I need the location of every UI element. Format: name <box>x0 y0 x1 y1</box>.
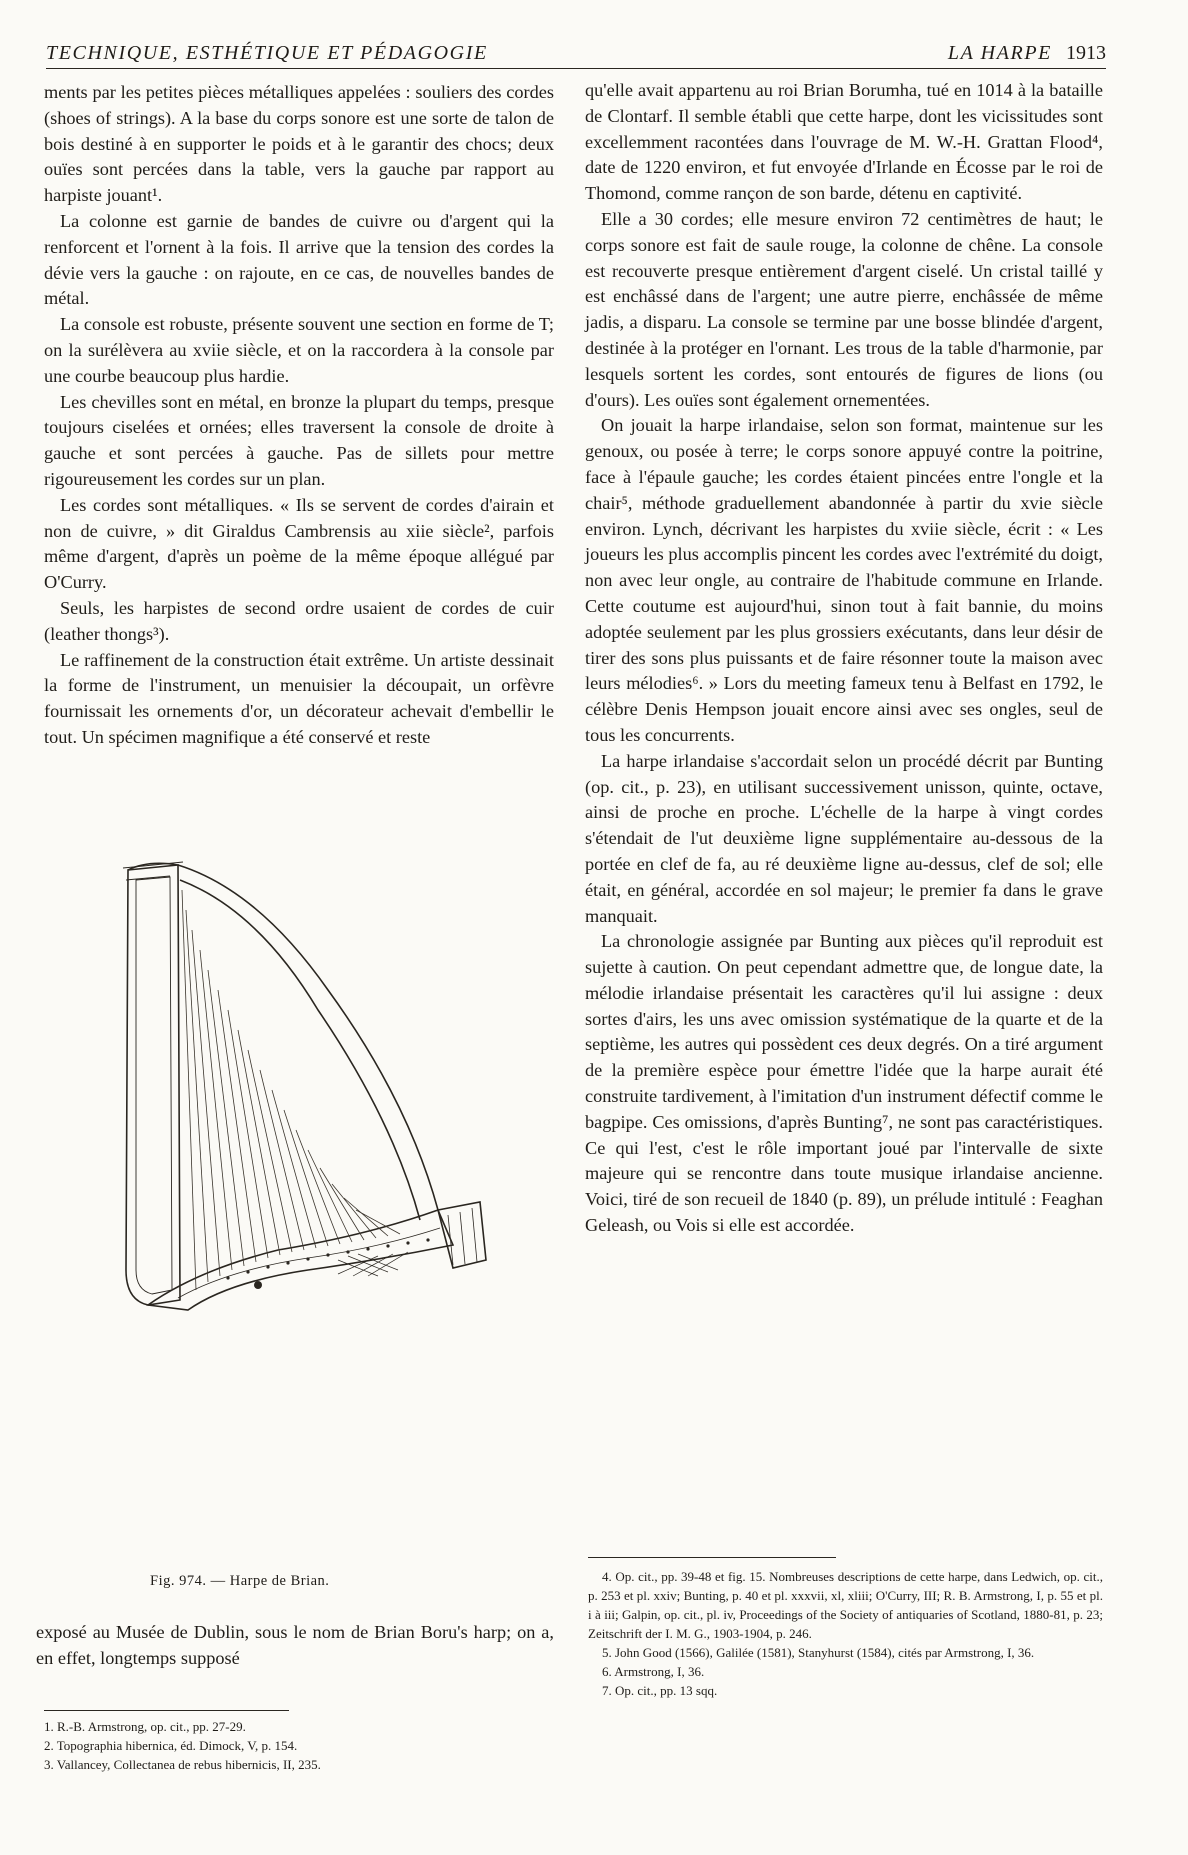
footnote: 1. R.-B. Armstrong, op. cit., pp. 27-29. <box>44 1719 246 1734</box>
footnotes-left <box>44 1717 554 1774</box>
paragraph: Les chevilles sont en métal, en bronze la plupart du temps, presque toujours ciselées et ornées; elles traversent la console de droite à gauche et sont percées à gauche. Pas de sillets pour mettre rigoureusement les cordes sur un plan. <box>44 391 554 489</box>
footnote: 6. Armstrong, I, 36. <box>602 1664 705 1679</box>
left-column-continuation <box>36 1620 554 1672</box>
paragraph: La chronologie assignée par Bunting aux pièces qu'il reproduit est sujette à caution. On peut cependant admettre que, de longue date, la mélodie irlandaise présentait les caractères qu'il lui assigne : deux sortes d'airs, les uns avec omission systématique de la quarte et de la septième, les autres qui possèdent ces deux degrés. On a tiré argument de la première espèce pour émettre l'idée que la harpe aurait été construite tardivement, à l'imitation d'un instrument défectif comme le bagpipe. Ces omissions, d'après Bunting⁷, ne sont pas caractéristiques. Ce qui l'est, c'est le rôle important joué par l'intervalle de sixte majeure qui se rencontre dans toute musique irlandaise ancienne. Voici, tiré de son recueil de 1840 (p. 89), un prélude intitulé : Feaghan Geleash, ou Vois si elle est accordée. <box>585 931 1103 1236</box>
running-header <box>46 36 1106 72</box>
paragraph: Les cordes sont métalliques. « Ils se servent de cordes d'airain et non de cuivre, » dit Giraldus Cambrensis au xiie siècle², parfois même d'argent, d'après un poème de la même époque allégué par O'Curry. <box>44 494 554 593</box>
paragraph: Seuls, les harpistes de second ordre usaient de cordes de cuir (leather thongs³). <box>44 597 554 644</box>
figure-caption: Fig. 974. — Harpe de Brian. <box>150 1573 330 1589</box>
footnote-rule <box>588 1557 836 1558</box>
left-column <box>44 80 554 751</box>
paragraph: exposé au Musée de Dublin, sous le nom de Brian Boru's harp; on a, en effet, longtemps supposé <box>36 1622 554 1668</box>
paragraph: La console est robuste, présente souvent une section en forme de T; on la surélèvera au xviie siècle, et on la raccordera à la console par une courbe beaucoup plus hardie. <box>44 314 554 386</box>
footnote: 7. Op. cit., pp. 13 sqq. <box>602 1683 718 1698</box>
footnotes-right <box>588 1567 1103 1700</box>
header-section-title: TECHNIQUE, ESTHÉTIQUE ET PÉDAGOGIE <box>46 42 488 64</box>
header-right <box>948 42 1106 65</box>
header-chapter-title: LA HARPE <box>947 42 1052 64</box>
paragraph: Elle a 30 cordes; elle mesure environ 72 centimètres de haut; le corps sonore est fait de saule rouge, la colonne de chêne. La console est recouverte presque entièrement d'argent ciselé. Un cristal taillé y est enchâssé dans de l'argent; une autre pierre, enchâssée de même jadis, a disparu. La console se termine par une bosse blindée d'argent, destinée à la protéger en l'ornant. Les trous de la table d'harmonie, par lesquels sortent les cordes, sont entourés de figures de lions (ou d'ours). Les ouïes sont également ornementées. <box>585 208 1103 410</box>
right-column <box>585 78 1103 1239</box>
paragraph: La colonne est garnie de bandes de cuivre ou d'argent qui la renforcent et l'ornent à la fois. Il arrive que la tension des cordes la dévie vers la gauche : on rajoute, en ce cas, de nouvelles bandes de métal. <box>44 210 554 309</box>
footnote: 3. Vallancey, Collectanea de rebus hibernicis, II, 235. <box>44 1757 321 1772</box>
harp-illustration <box>108 850 508 1320</box>
footnote: 5. John Good (1566), Galilée (1581), Stanyhurst (1584), cités par Armstrong, I, 36. <box>602 1645 1035 1660</box>
paragraph: ments par les petites pièces métalliques appelées : souliers des cordes (shoes of strings). A la base du corps sonore est une sorte de talon de bois destiné à en supporter le poids et à le garantir des chocs; deux ouïes sont percées dans la table, vers la gauche par rapport au harpiste jouant¹. <box>44 82 554 206</box>
paragraph: qu'elle avait appartenu au roi Brian Borumha, tué en 1014 à la bataille de Clontarf. Il semble établi que cette harpe, dont les vicissitudes sont excellemment racontées dans l'ouvrage de M. W.-H. Grattan Flood⁴, date de 1220 environ, et fut envoyée d'Irlande en Écosse par le roi de Thomond, comme rançon de son barde, détenu en captivité. <box>585 80 1103 204</box>
page-number: 1913 <box>1066 42 1106 64</box>
footnote: 4. Op. cit., pp. 39-48 et fig. 15. Nombreuses descriptions de cette harpe, dans Ledwich, op. cit., p. 253 et pl. xxiv; Bunting, p. 40 et pl. xxxvii, xl, xliii; O'Curry, III; R. B. Armstrong, I, p. 55 et pl. i à iii; Galpin, op. cit., pl. iv, Proceedings of the Society of antiquaries of Scotland, 1880-81, p. 23; Zeitschrift der I. M. G., 1903-1904, p. 246. <box>588 1569 1103 1641</box>
paragraph: Le raffinement de la construction était extrême. Un artiste dessinait la forme de l'instrument, un menuisier la découpait, un orfèvre fournissait les ornements d'or, un décorateur achevait d'embellir le tout. Un spécimen magnifique a été conservé et reste <box>44 649 554 747</box>
paragraph: La harpe irlandaise s'accordait selon un procédé décrit par Bunting (op. cit., p. 23), en utilisant successivement unisson, quinte, octave, ainsi de proche en proche. L'échelle de la harpe à vingt cordes s'étendait de l'ut deuxième ligne supplémentaire au-dessous de la portée en clef de fa, au ré deuxième ligne au-dessus, clef de sol; elle était, en général, accordée en sol majeur; le premier fa dans le grave manquait. <box>585 750 1103 926</box>
header-rule <box>46 68 1106 69</box>
footnote: 2. Topographia hibernica, éd. Dimock, V, p. 154. <box>44 1738 298 1753</box>
paragraph: On jouait la harpe irlandaise, selon son format, maintenue sur les genoux, ou posée à terre; le corps sonore appuyé contre la poitrine, face à l'épaule gauche; les cordes étaient pincées entre l'ongle et la chair⁵, méthode graduellement abandonnée à partir du xvie siècle environ. Lynch, décrivant les harpistes du xviie siècle, écrit : « Les joueurs les plus accomplis pincent les cordes avec l'extrémité du doigt, non avec leur ongle, au contraire de l'habitude commune en Irlande. Cette coutume est aujourd'hui, sinon tout à fait bannie, du moins adoptée seulement par les plus grossiers exécutants, dans leur désir de tirer des sons plus puissants et de faire résonner toute la maison avec leurs mélodies⁶. » Lors du meeting fameux tenu à Belfast en 1792, le célèbre Denis Hempson jouait encore ainsi avec ses ongles, seul de tous les concurrents. <box>585 415 1103 745</box>
footnote-rule <box>44 1710 289 1711</box>
